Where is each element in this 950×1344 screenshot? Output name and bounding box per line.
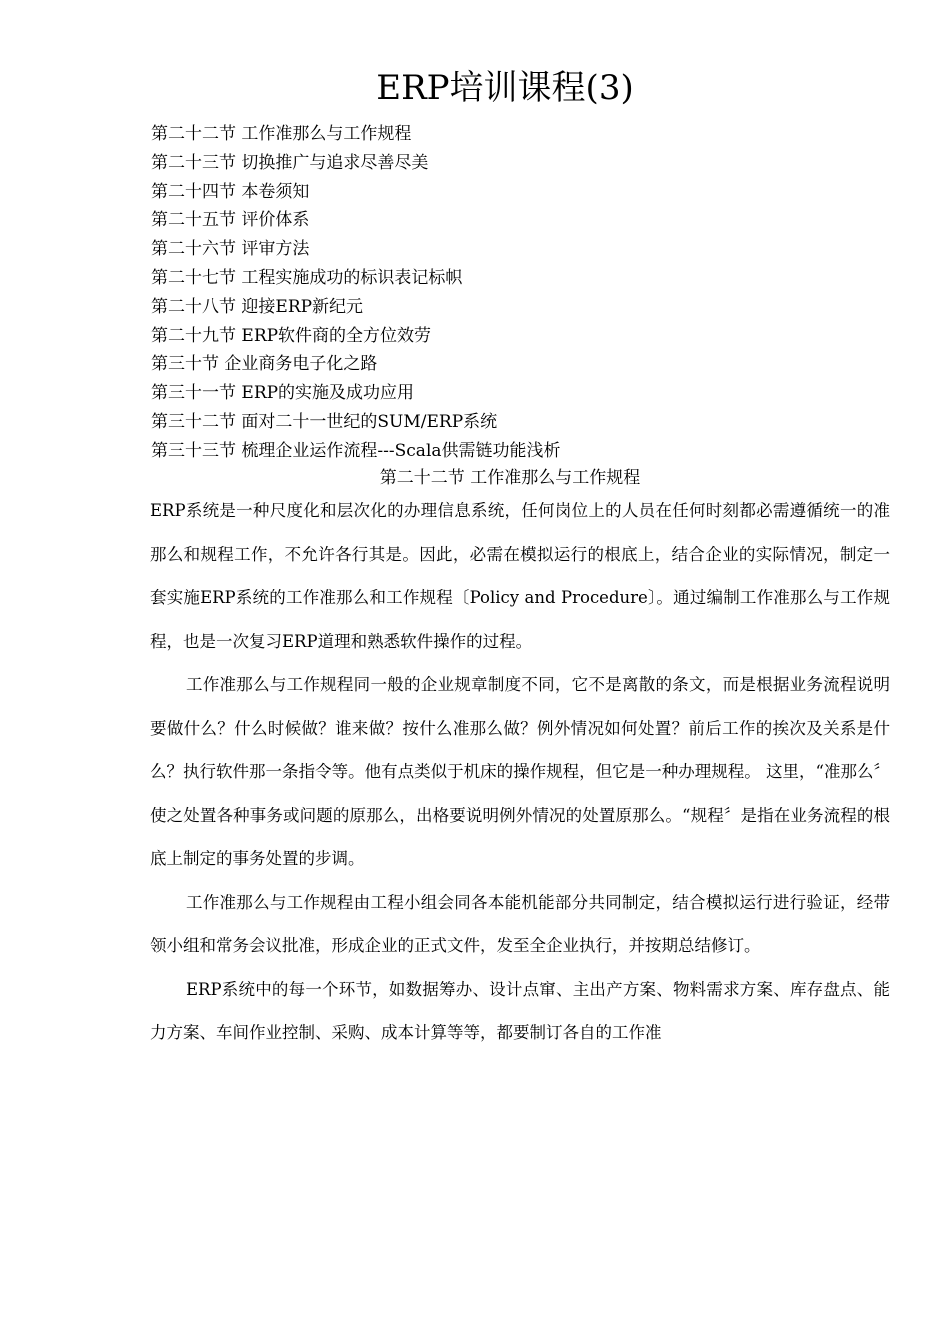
- toc-item: 第二十八节 迎接ERP新纪元: [151, 296, 364, 317]
- toc-item: 第三十二节 面对二十一世纪的SUM/ERP系统: [151, 411, 498, 432]
- toc-item: 第二十五节 评价体系: [151, 210, 310, 231]
- toc-item: 第二十三节 切换推广与追求尽善尽美: [151, 152, 429, 173]
- table-of-contents: [151, 120, 561, 466]
- section-body: [150, 489, 890, 1055]
- toc-item: 第二十二节 工作准那么与工作规程: [151, 124, 412, 144]
- toc-item: 第二十四节 本卷须知: [151, 181, 310, 202]
- toc-item: 第三十节 企业商务电子化之路: [151, 354, 378, 375]
- document-title: ERP培训课程(3): [376, 68, 634, 108]
- toc-item: 第二十九节 ERP软件商的全方位效劳: [151, 325, 432, 346]
- toc-item: 第三十三节 梳理企业运作流程---Scala供需链功能浅析: [151, 440, 561, 461]
- toc-item: 第二十六节 评审方法: [151, 239, 310, 260]
- body-paragraph: 工作准那么与工作规程由工程小组会同各本能机能部分共同制定，结合模拟运行进行验证，经带领小组和常务会议批准，形成企业的正式文件，发至全企业执行，并按期总结修订。: [150, 892, 890, 955]
- body-paragraph: ERP系统中的每一个环节，如数据筹办、设计点窜、主出产方案、物料需求方案、库存盘点、能力方案、车间作业控制、采购、成本计算等等，都要制订各自的工作准: [150, 979, 890, 1042]
- body-paragraph: 工作准那么与工作规程同一般的企业规章制度不同，它不是离散的条文，而是根据业务流程说明要做什么？什么时候做？谁来做？按什么准那么做？例外情况如何处置？前后工作的挨次及关系是什么？执行软件那一条指令等。他有点类似于机床的操作规程，但它是一种办理规程。 这里，“准那么〞使之处置各种事务或问题的原那么，出格要说明例外情况的处置原那么。“规程〞是指在业务流程的根底上制定的事务处置的步调。: [150, 675, 890, 868]
- toc-item: 第二十七节 工程实施成功的标识表记标帜: [151, 267, 463, 288]
- toc-item: 第三十一节 ERP的实施及成功应用: [151, 383, 415, 404]
- body-paragraph: ERP系统是一种尺度化和层次化的办理信息系统，任何岗位上的人员在任何时刻都必需遵循统一的准那么和规程工作，不允许各行其是。因此，必需在模拟运行的根底上，结合企业的实际情况，制定一套实施ERP系统的工作准那么和工作规程〔Policy and Procedure〕。通过编制工作准那么与工作规程，也是一次复习ERP道理和熟悉软件操作的过程。: [150, 501, 890, 651]
- section-heading: 第二十二节 工作准那么与工作规程: [379, 468, 641, 488]
